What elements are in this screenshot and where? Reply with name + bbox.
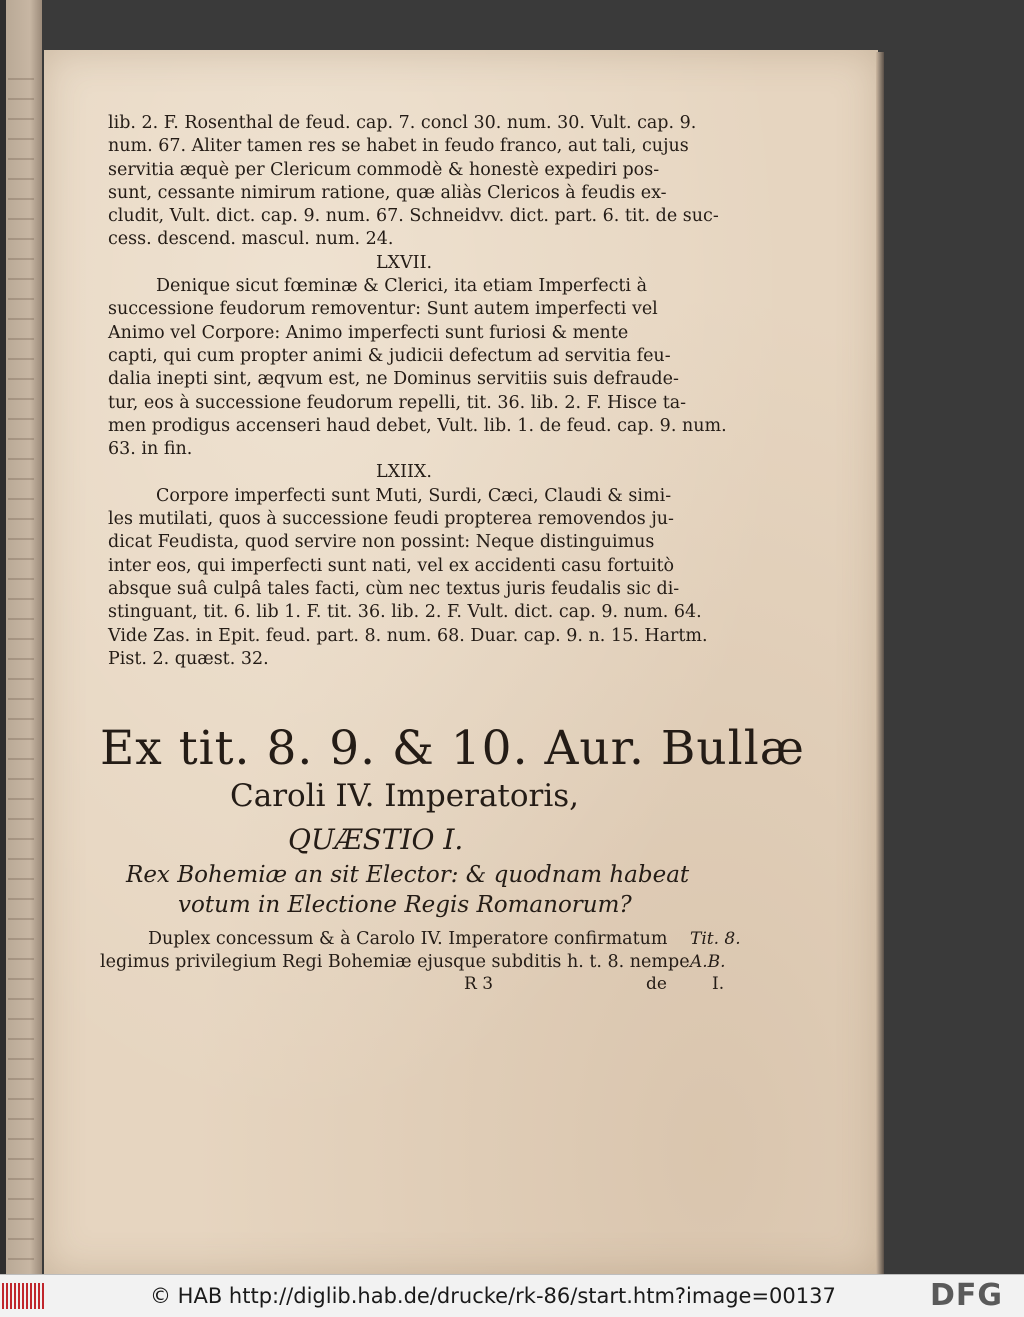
text-line: Vide Zas. in Epit. feud. part. 8. num. 68. Duar. cap. 9. n. 15. Hartm. — [108, 625, 708, 646]
text-line: inter eos, qui imperfecti sunt nati, vel ex accidenti casu fortuitò — [108, 555, 675, 576]
text-line: successione feudorum removentur: Sunt autem imperfecti vel — [108, 299, 658, 320]
text-line: tur, eos à successione feudorum repelli, tit. 36. lib. 2. F. Hisce ta- — [108, 392, 687, 413]
margin-note: A.B. — [690, 952, 726, 972]
text-line: Denique sicut fœminæ & Clerici, ita etiam Imperfecti à — [156, 276, 648, 297]
question-line: Rex Bohemiæ an sit Elector: & quodnam habeat — [126, 862, 690, 888]
text-line: cludit, Vult. dict. cap. 9. num. 67. Schneidvv. dict. part. 6. tit. de suc- — [108, 206, 719, 227]
barcode-icon — [2, 1283, 44, 1309]
text-line: stinguant, tit. 6. lib 1. F. tit. 36. lib. 2. F. Vult. dict. cap. 9. num. 64. — [108, 602, 702, 623]
text-line: Duplex concessum & à Carolo IV. Imperatore confirmatum — [148, 929, 668, 949]
color-ruler — [8, 60, 34, 1260]
chapter-heading — [100, 721, 805, 920]
signature-mark: R 3 — [464, 974, 494, 994]
text-line: legimus privilegium Regi Bohemiæ ejusque subditis h. t. 8. nempe — [100, 952, 690, 972]
margin-catch: I. — [712, 974, 725, 994]
text-line: cess. descend. mascul. num. 24. — [108, 229, 394, 250]
text-line: num. 67. Aliter tamen res se habet in feudo franco, aut tali, cujus — [108, 136, 689, 157]
page-edge-shadow — [876, 52, 884, 1274]
question-line: votum in Electione Regis Romanorum? — [178, 892, 632, 918]
quaestio-label: QUÆSTIO I. — [288, 823, 464, 856]
text-line: dalia inepti sint, æqvum est, ne Dominus servitiis suis defraude- — [108, 369, 679, 390]
heading-subtitle: Caroli IV. Imperatoris, — [230, 778, 580, 814]
text-line: 63. in fin. — [108, 439, 193, 460]
page-text-lower — [100, 928, 700, 974]
text-line: Corpore imperfecti sunt Muti, Surdi, Cæci, Claudi & simi- — [156, 485, 672, 506]
text-line: Animo vel Corpore: Animo imperfecti sunt furiosi & mente — [108, 322, 629, 343]
section-numeral: LXVII. — [375, 252, 433, 273]
margin-notes — [690, 928, 760, 974]
dfg-logo: DFG — [930, 1278, 1004, 1313]
text-line: men prodigus accenseri haud debet, Vult. lib. 1. de feud. cap. 9. num. — [108, 415, 727, 436]
text-line: dicat Feudista, quod servire non possint: Neque distinguimus — [108, 532, 655, 553]
text-line: absque suâ culpâ tales facti, cùm nec textus juris feudalis sic di- — [108, 578, 680, 599]
page-text — [108, 112, 727, 671]
viewer-footer — [0, 1274, 1024, 1317]
margin-note: Tit. 8. — [690, 929, 741, 949]
text-line: Pist. 2. quæst. 32. — [108, 648, 269, 669]
source-credit-link[interactable]: © HAB http://diglib.hab.de/drucke/rk-86/start.htm?image=00137 — [150, 1284, 836, 1308]
heading-title: Ex tit. 8. 9. & 10. Aur. Bullæ — [100, 721, 805, 776]
section-numeral: LXIIX. — [376, 462, 432, 483]
text-line: lib. 2. F. Rosenthal de feud. cap. 7. concl 30. num. 30. Vult. cap. 9. — [108, 113, 697, 133]
left-page-edge — [0, 0, 42, 1274]
text-line: capti, qui cum propter animi & judicii defectum ad servitia feu- — [108, 345, 671, 366]
catchword: de — [646, 974, 667, 994]
text-line: sunt, cessante nimirum ratione, quæ aliàs Clericos à feudis ex- — [108, 182, 667, 203]
text-line: les mutilati, quos à successione feudi propterea removendos ju- — [108, 509, 674, 530]
text-line: servitia æquè per Clericum commodè & honestè expediri pos- — [108, 159, 660, 180]
